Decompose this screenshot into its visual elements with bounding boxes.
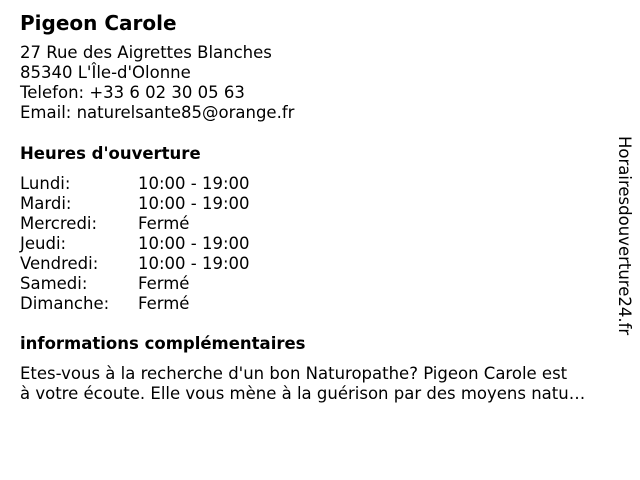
hours-row-sunday: [20, 294, 250, 314]
hours-time: 10:00 - 19:00: [138, 174, 250, 193]
hours-row-friday: [20, 254, 250, 274]
hours-time: Fermé: [138, 274, 190, 293]
hours-day: Dimanche:: [20, 294, 110, 313]
additional-info-text: [20, 364, 620, 404]
additional-info-heading: informations complémentaires: [20, 334, 306, 353]
info-text-line: Etes-vous à la recherche d'un bon Naturopathe? Pigeon Carole est: [20, 364, 568, 383]
hours-day: Samedi:: [20, 274, 88, 293]
hours-time: 10:00 - 19:00: [138, 194, 250, 213]
address-street: 27 Rue des Aigrettes Blanches: [20, 43, 272, 62]
hours-time: Fermé: [138, 294, 190, 313]
hours-row-saturday: [20, 274, 250, 294]
hours-day: Vendredi:: [20, 254, 99, 273]
address-city: 85340 L'Île-d'Olonne: [20, 63, 191, 82]
hours-day: Mardi:: [20, 194, 72, 213]
hours-time: 10:00 - 19:00: [138, 254, 250, 273]
brand-watermark: Horairesdouverture24.fr: [615, 136, 634, 336]
opening-hours-table: [20, 174, 250, 314]
hours-day: Jeudi:: [20, 234, 67, 253]
contact-block: [20, 43, 294, 123]
info-text-line: à votre écoute. Elle vous mène à la guérison par des moyens natu…: [20, 384, 586, 403]
hours-row-tuesday: [20, 194, 250, 214]
hours-time: Fermé: [138, 214, 190, 233]
hours-day: Lundi:: [20, 174, 71, 193]
hours-row-thursday: [20, 234, 250, 254]
phone-number: Telefon: +33 6 02 30 05 63: [20, 83, 245, 102]
business-name: Pigeon Carole: [20, 11, 177, 35]
hours-day: Mercredi:: [20, 214, 98, 233]
hours-row-wednesday: [20, 214, 250, 234]
hours-row-monday: [20, 174, 250, 194]
opening-hours-heading: Heures d'ouverture: [20, 144, 201, 163]
hours-time: 10:00 - 19:00: [138, 234, 250, 253]
email-address: Email: naturelsante85@orange.fr: [20, 103, 295, 122]
